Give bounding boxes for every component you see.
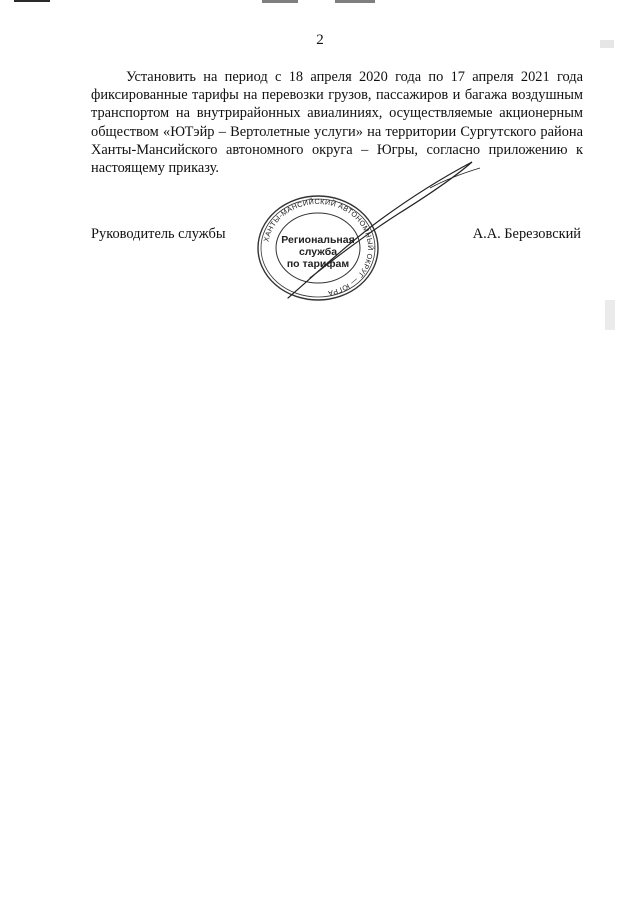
handwritten-signature	[280, 150, 490, 310]
seal-center-line: по тарифам	[286, 258, 350, 270]
scan-edge-mark	[335, 0, 375, 3]
signer-name: А.А. Березовский	[472, 226, 581, 242]
seal-center-line: служба	[298, 246, 338, 258]
body-paragraph: Установить на период с 18 апреля 2020 года по 17 апреля 2021 года фиксированные тарифы на перевозки грузов, пассажиров и багажа воздушным транспортом на внутрирайонных авиалиниях, осуществляемые акционерным обществом «ЮТэйр – Вертолетные услуги» на территории Сургутского района Ханты-Мансийского автономного округа – Югры, согласно приложению к настоящему приказу.	[91, 69, 583, 177]
scan-edge-mark	[14, 0, 50, 2]
page-number: 2	[316, 32, 324, 48]
scan-speck	[605, 300, 615, 330]
seal-center-line: Региональная	[281, 234, 355, 246]
seal-outer-text: ХАНТЫ-МАНСИЙСКИЙ АВТОНОМНЫЙ ОКРУГ — ЮГРА	[261, 196, 376, 299]
signer-position: Руководитель службы	[91, 226, 226, 242]
scan-edge-mark	[262, 0, 298, 3]
